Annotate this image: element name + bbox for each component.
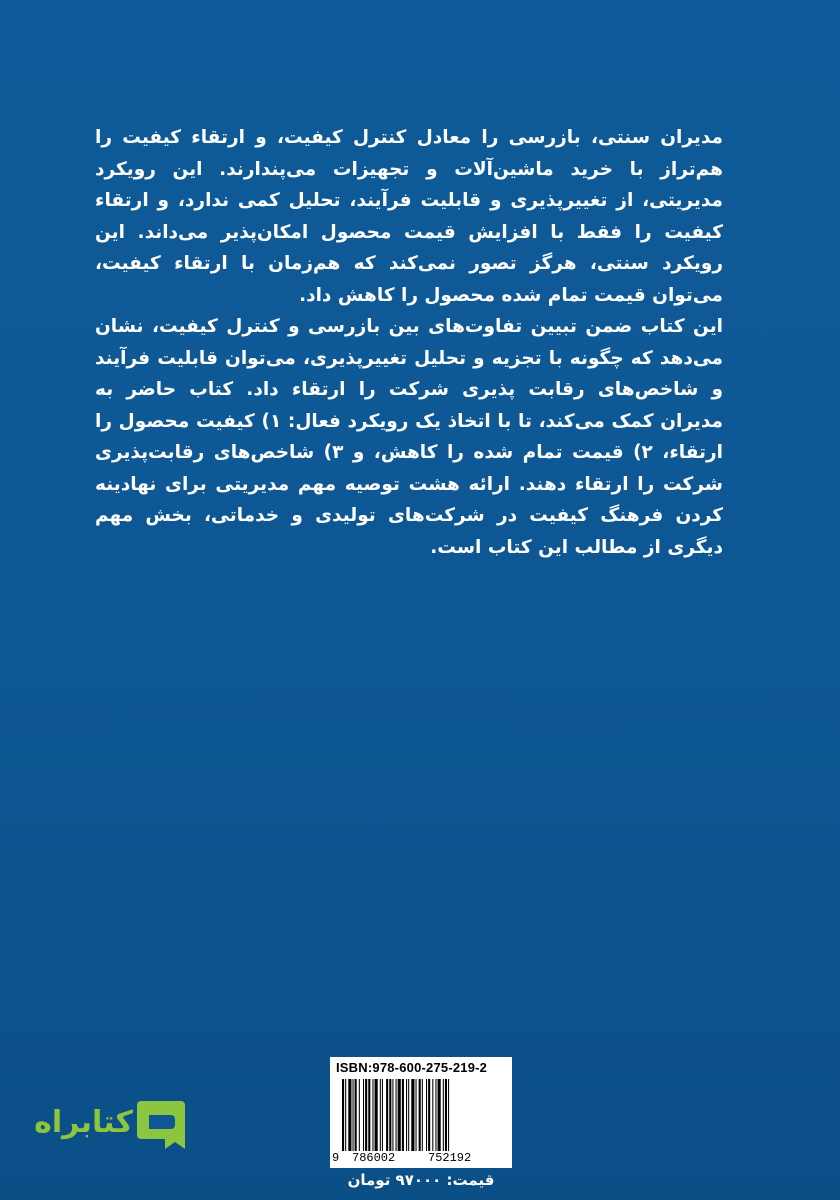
- blurb-paragraph-1: مدیران سنتی، بازرسی را معادل کنترل کیفیت، و ارتقاء کیفیت را هم‌تراز با خرید ماشین‌آلات و تجهیزات می‌پندارند. این رویکرد مدیریتی، از تغییرپذیری و قابلیت فرآیند، تحلیل کمی ندارد، و ارتقاء کیفیت را فقط با افزایش قیمت محصول امکان‌پذیر می‌داند. این رویکرد سنتی، هرگز تصور نمی‌کند که هم‌زمان با ارتقاء کیفیت، می‌توان قیمت تمام شده محصول را کاهش داد.: [95, 127, 723, 306]
- logo-wordmark: کتابراه: [34, 1105, 133, 1140]
- back-cover-blurb: [95, 122, 723, 563]
- blurb-paragraph-2: این کتاب ضمن تبیین تفاوت‌های بین بازرسی و کنترل کیفیت، نشان می‌دهد که چگونه با تجزیه و تحلیل تغییرپذیری، می‌توان قابلیت فرآیند و شاخص‌های رقابت پذیری شرکت را ارتقاء داد. کتاب حاضر به مدیران کمک می‌کند، تا با اتخاذ یک رویکرد فعال: ۱) کیفیت محصول را ارتقاء، ۲) قیمت تمام شده را کاهش، و ۳) شاخص‌های رقابت‌پذیری شرکت را ارتقاء دهند. ارائه هشت توصیه مهم مدیریتی برای نهادینه کردن فرهنگ کیفیت در شرکت‌های تولیدی و خدماتی، بخش مهم دیگری از مطالب این کتاب است.: [95, 316, 723, 558]
- isbn-barcode-label: [330, 1057, 512, 1168]
- barcode: [340, 1079, 502, 1151]
- publisher-logo: [36, 1095, 191, 1155]
- price-label: قیمت: ۹۷۰۰۰ تومان: [347, 1171, 495, 1189]
- bookmark-k-icon: [135, 1097, 187, 1153]
- isbn-number: ISBN:978-600-275-219-2: [336, 1060, 488, 1075]
- barcode-digit-first: 9: [332, 1151, 340, 1165]
- barcode-digits-left: 786002: [352, 1151, 396, 1165]
- barcode-digits: [330, 1151, 512, 1167]
- barcode-digits-right: 752192: [428, 1151, 472, 1165]
